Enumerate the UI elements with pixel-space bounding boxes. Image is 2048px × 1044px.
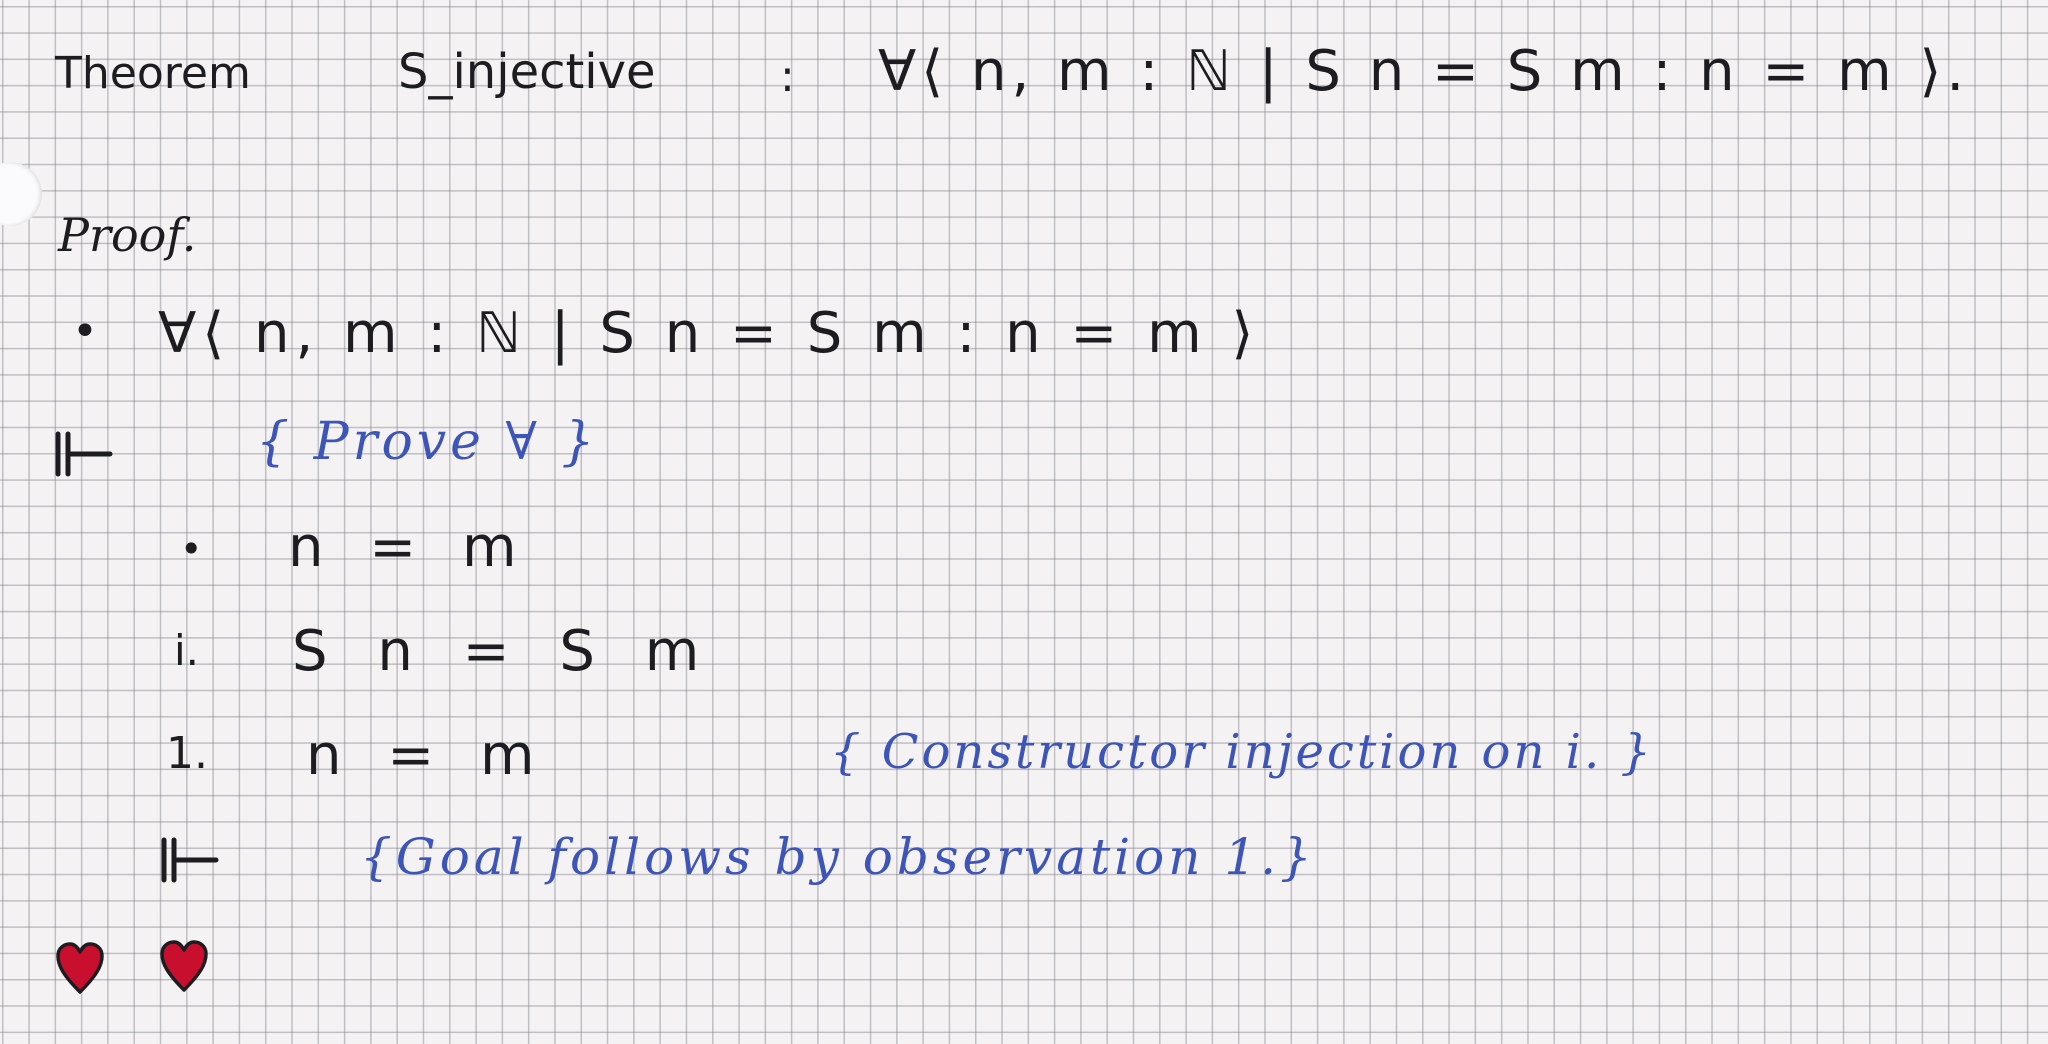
observation-hint: { Constructor injection on i. } (830, 724, 1655, 780)
goal-formula: ∀⟨ n, m : ℕ | S n = S m : n = m ⟩ (158, 301, 1260, 366)
theorem-colon: : (780, 51, 795, 102)
theorem-name: S_injective (398, 44, 656, 100)
turnstile-icon (158, 836, 220, 884)
heart-icon (158, 938, 210, 994)
observation-formula: n = m (306, 723, 549, 788)
sub-goal: n = m (288, 515, 531, 580)
goal-bullet: • (72, 306, 98, 357)
observation-label: 1. (166, 728, 208, 779)
assumption-label: i. (174, 626, 200, 675)
assumption-formula: S n = S m (292, 619, 716, 684)
theorem-statement: ∀⟨ n, m : ℕ | S n = S m : n = m ⟩. (878, 39, 1970, 104)
turnstile-icon (52, 430, 114, 478)
step1-hint: { Prove ∀ } (256, 412, 599, 472)
binder-hole (0, 162, 42, 226)
theorem-keyword: Theorem (55, 48, 251, 99)
final-hint: {Goal follows by observation 1.} (360, 828, 1316, 886)
heart-icon (54, 940, 106, 996)
sub-bullet: • (180, 527, 203, 571)
proof-heading: Proof. (58, 208, 197, 262)
